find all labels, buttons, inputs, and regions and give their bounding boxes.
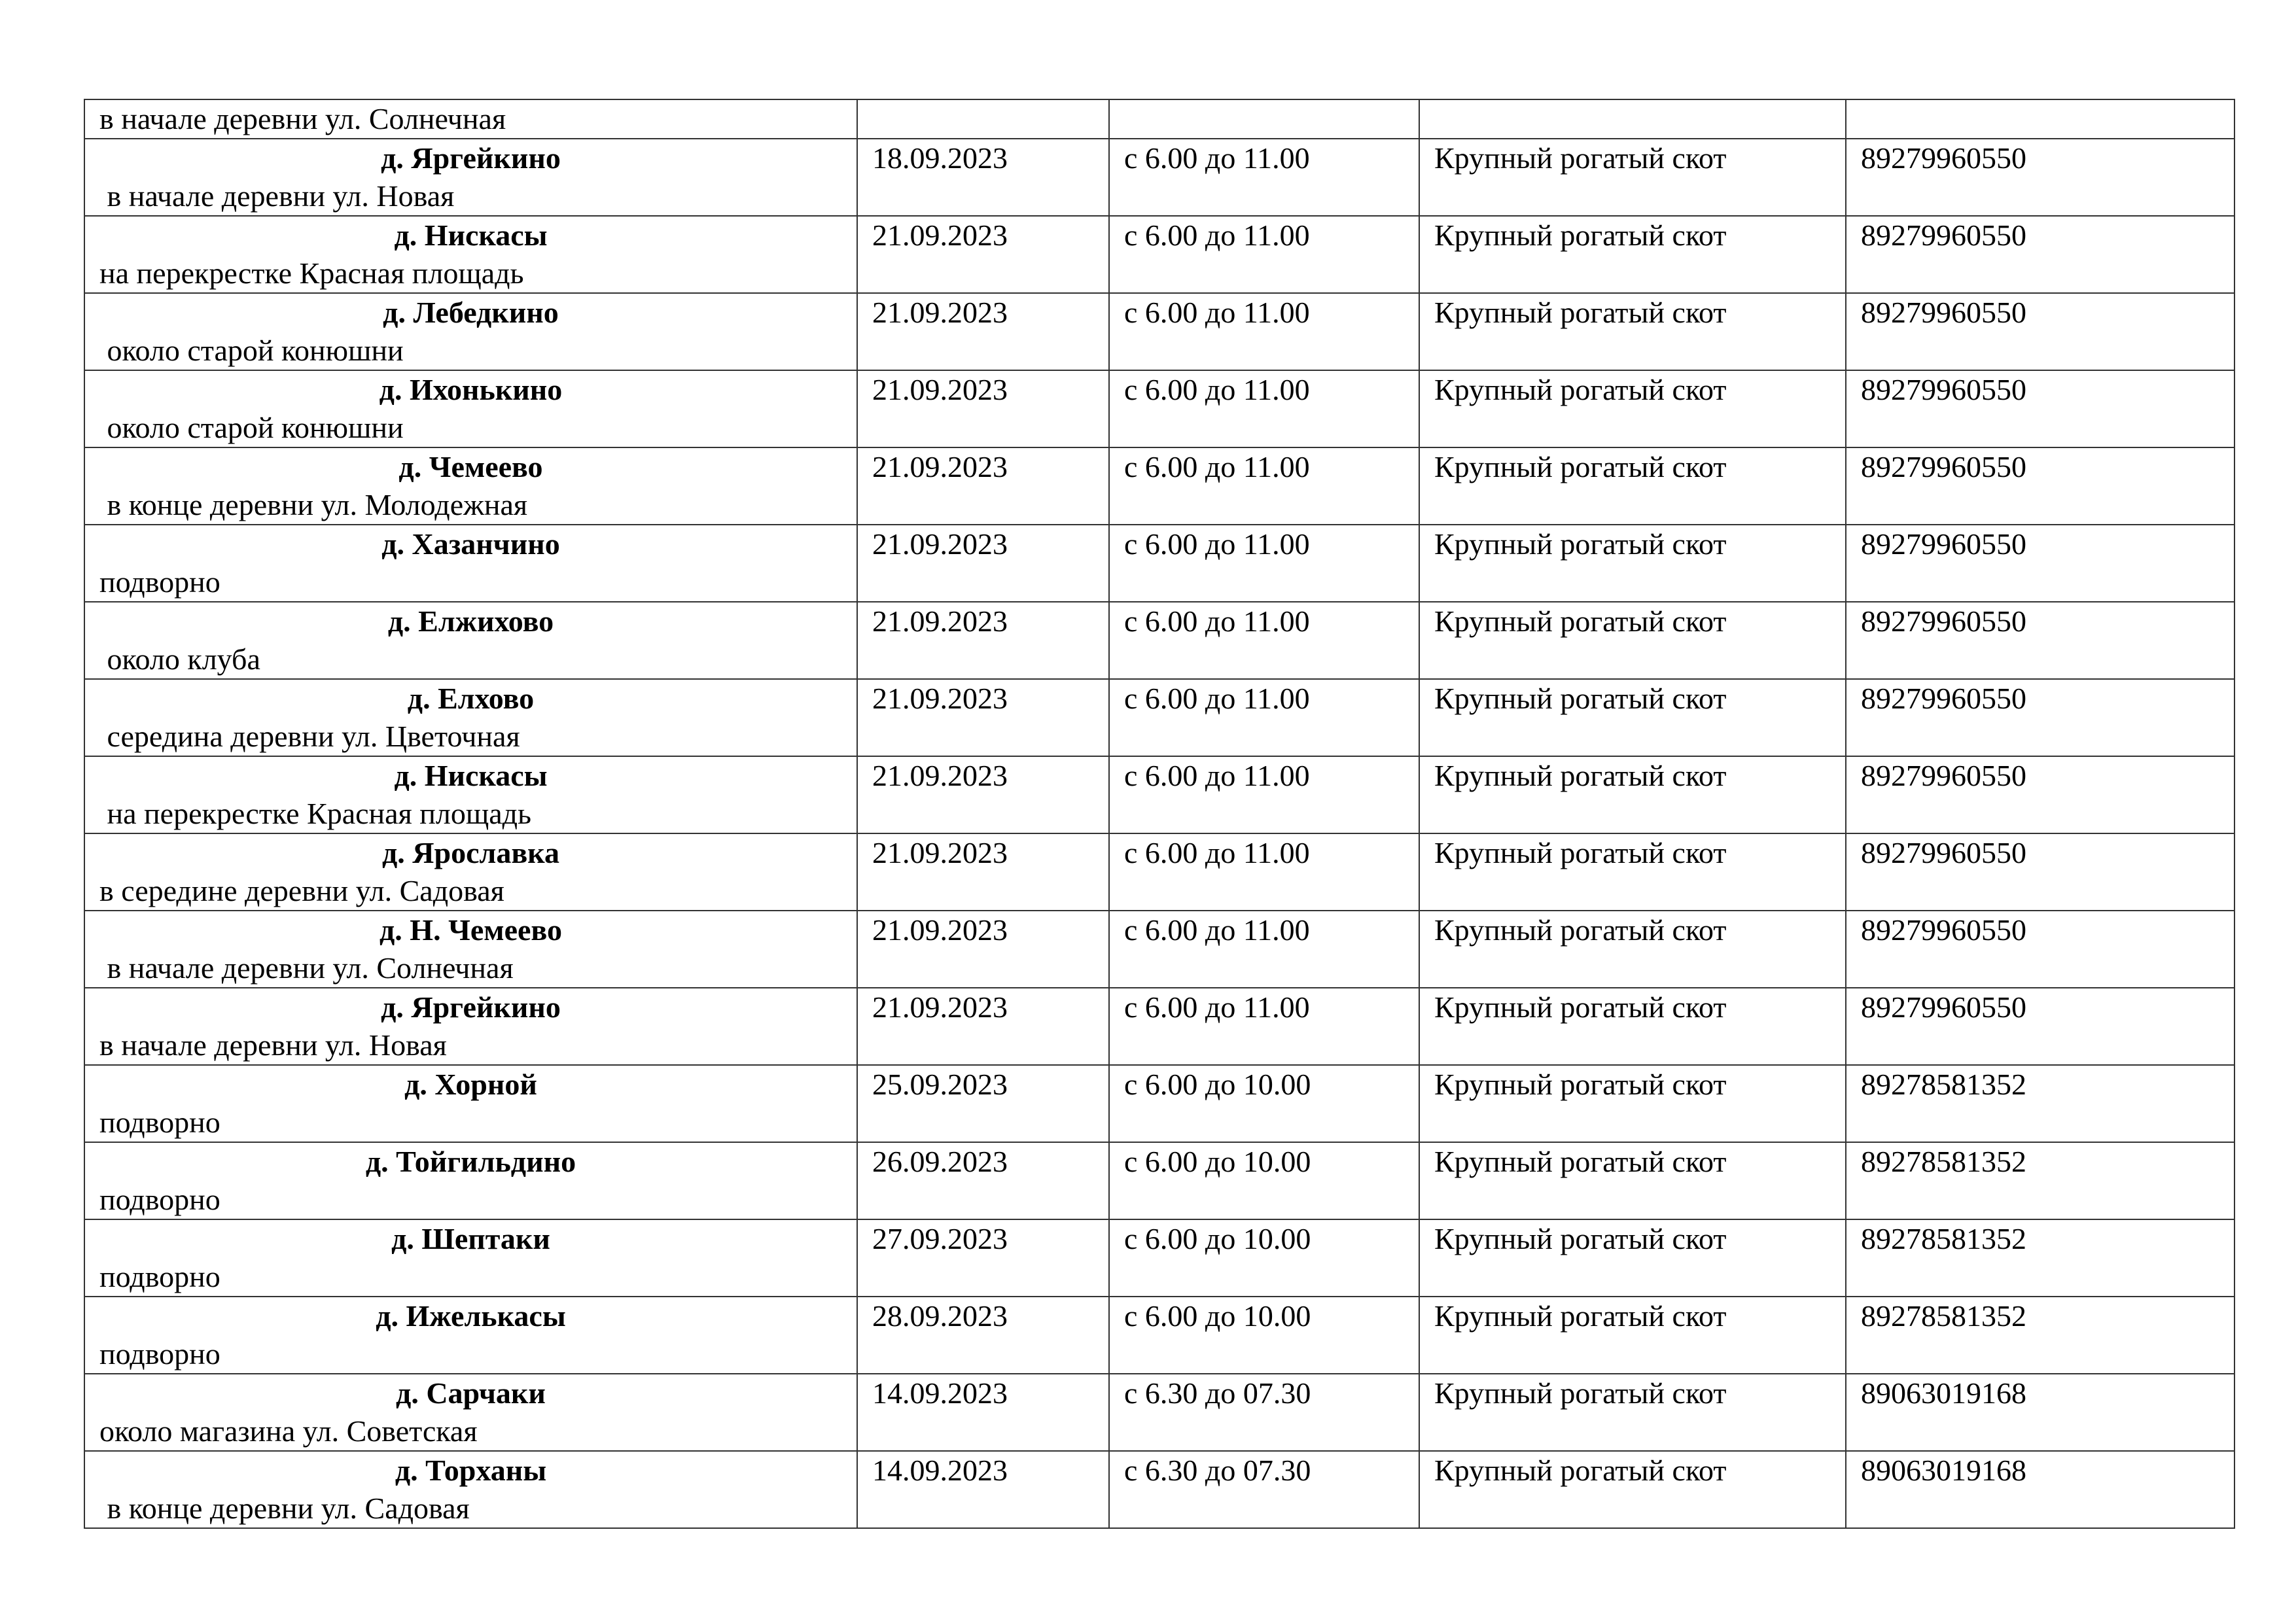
table-row <box>84 139 2234 216</box>
phone-cell: 89279960550 <box>1846 447 2234 525</box>
village-name: д. Нискасы <box>394 218 548 252</box>
animal-cell: Крупный рогатый скот <box>1419 293 1846 370</box>
date-cell: 25.09.2023 <box>857 1065 1109 1142</box>
location-text: подворно <box>99 1106 221 1139</box>
phone-cell: 89279960550 <box>1846 602 2234 679</box>
time-cell: с 6.00 до 11.00 <box>1109 679 1419 756</box>
table-row <box>84 988 2234 1065</box>
phone-cell: 89279960550 <box>1846 833 2234 911</box>
location-cell <box>84 1142 857 1219</box>
table-row <box>84 1374 2234 1451</box>
animal-cell: Крупный рогатый скот <box>1419 216 1846 293</box>
location-cell <box>84 370 857 447</box>
animal-cell: Крупный рогатый скот <box>1419 988 1846 1065</box>
time-cell: с 6.00 до 10.00 <box>1109 1297 1419 1374</box>
animal-cell: Крупный рогатый скот <box>1419 602 1846 679</box>
animal-cell: Крупный рогатый скот <box>1419 1451 1846 1528</box>
phone-cell: 89278581352 <box>1846 1142 2234 1219</box>
location-cell <box>84 1065 857 1142</box>
location-cell <box>84 447 857 525</box>
date-cell: 21.09.2023 <box>857 833 1109 911</box>
location-text: на перекрестке Красная площадь <box>99 797 532 830</box>
table-row <box>84 1451 2234 1528</box>
animal-cell: Крупный рогатый скот <box>1419 1297 1846 1374</box>
village-name: д. Лебедкино <box>383 296 559 329</box>
phone-cell <box>1846 99 2234 139</box>
phone-cell: 89279960550 <box>1846 679 2234 756</box>
village-name: д. Хазанчино <box>381 527 560 561</box>
table-row <box>84 1065 2234 1142</box>
table-row <box>84 602 2234 679</box>
phone-cell: 89278581352 <box>1846 1065 2234 1142</box>
location-text: в начале деревни ул. Солнечная <box>99 102 506 135</box>
location-cell <box>84 216 857 293</box>
animal-cell: Крупный рогатый скот <box>1419 1142 1846 1219</box>
village-name: д. Торханы <box>395 1454 547 1487</box>
time-cell: с 6.30 до 07.30 <box>1109 1451 1419 1528</box>
time-cell: с 6.00 до 11.00 <box>1109 525 1419 602</box>
time-cell: с 6.00 до 11.00 <box>1109 911 1419 988</box>
animal-cell: Крупный рогатый скот <box>1419 833 1846 911</box>
table-row <box>84 679 2234 756</box>
animal-cell: Крупный рогатый скот <box>1419 1065 1846 1142</box>
location-cell <box>84 1451 857 1528</box>
animal-cell: Крупный рогатый скот <box>1419 139 1846 216</box>
village-name: д. Чемеево <box>398 450 543 483</box>
location-text: в середине деревни ул. Садовая <box>99 874 504 907</box>
table-row <box>84 370 2234 447</box>
date-cell: 18.09.2023 <box>857 139 1109 216</box>
location-text: подворно <box>99 1183 221 1216</box>
table-row <box>84 756 2234 833</box>
table-row <box>84 293 2234 370</box>
phone-cell: 89279960550 <box>1846 988 2234 1065</box>
village-name: д. Ярославка <box>382 836 559 869</box>
time-cell: с 6.00 до 11.00 <box>1109 139 1419 216</box>
time-cell: с 6.00 до 11.00 <box>1109 602 1419 679</box>
vaccination-schedule-table <box>84 99 2235 1529</box>
time-cell: с 6.00 до 11.00 <box>1109 216 1419 293</box>
phone-cell: 89063019168 <box>1846 1451 2234 1528</box>
time-cell: с 6.30 до 07.30 <box>1109 1374 1419 1451</box>
village-name: д. Шептаки <box>391 1222 550 1255</box>
animal-cell: Крупный рогатый скот <box>1419 1374 1846 1451</box>
table-row <box>84 833 2234 911</box>
date-cell: 21.09.2023 <box>857 447 1109 525</box>
time-cell: с 6.00 до 10.00 <box>1109 1065 1419 1142</box>
village-name: д. Ижелькасы <box>376 1299 566 1333</box>
location-text: в начале деревни ул. Солнечная <box>99 951 514 985</box>
time-cell: с 6.00 до 11.00 <box>1109 833 1419 911</box>
animal-cell: Крупный рогатый скот <box>1419 1219 1846 1297</box>
location-cell <box>84 602 857 679</box>
phone-cell: 89279960550 <box>1846 139 2234 216</box>
animal-cell: Крупный рогатый скот <box>1419 447 1846 525</box>
location-cell <box>84 833 857 911</box>
time-cell: с 6.00 до 10.00 <box>1109 1142 1419 1219</box>
location-text: в начале деревни ул. Новая <box>99 179 455 213</box>
location-cell <box>84 1374 857 1451</box>
date-cell: 21.09.2023 <box>857 525 1109 602</box>
date-cell: 21.09.2023 <box>857 216 1109 293</box>
animal-cell: Крупный рогатый скот <box>1419 911 1846 988</box>
location-cell <box>84 911 857 988</box>
location-text: середина деревни ул. Цветочная <box>99 720 520 753</box>
date-cell: 14.09.2023 <box>857 1374 1109 1451</box>
location-text: в конце деревни ул. Садовая <box>99 1492 470 1525</box>
location-cell <box>84 679 857 756</box>
table-row <box>84 447 2234 525</box>
date-cell: 14.09.2023 <box>857 1451 1109 1528</box>
village-name: д. Яргейкино <box>381 990 561 1024</box>
date-cell: 21.09.2023 <box>857 679 1109 756</box>
time-cell: с 6.00 до 11.00 <box>1109 293 1419 370</box>
time-cell: с 6.00 до 11.00 <box>1109 370 1419 447</box>
table-row <box>84 525 2234 602</box>
phone-cell: 89279960550 <box>1846 756 2234 833</box>
village-name: д. Елхово <box>407 682 535 715</box>
table-body <box>84 99 2234 1528</box>
phone-cell: 89279960550 <box>1846 525 2234 602</box>
location-text: около старой конюшни <box>99 411 404 444</box>
village-name: д. Елжихово <box>387 604 554 638</box>
location-text: около магазина ул. Советская <box>99 1414 478 1448</box>
phone-cell: 89279960550 <box>1846 216 2234 293</box>
table-row-continuation <box>84 99 2234 139</box>
time-cell <box>1109 99 1419 139</box>
date-cell: 21.09.2023 <box>857 293 1109 370</box>
village-name: д. Тойгильдино <box>365 1145 576 1178</box>
location-text: подворно <box>99 565 221 599</box>
animal-cell: Крупный рогатый скот <box>1419 370 1846 447</box>
table-row <box>84 216 2234 293</box>
phone-cell: 89278581352 <box>1846 1297 2234 1374</box>
location-cell <box>84 988 857 1065</box>
table-row <box>84 1219 2234 1297</box>
phone-cell: 89279960550 <box>1846 370 2234 447</box>
date-cell: 21.09.2023 <box>857 911 1109 988</box>
time-cell: с 6.00 до 11.00 <box>1109 447 1419 525</box>
location-text: подворно <box>99 1260 221 1293</box>
location-text: в начале деревни ул. Новая <box>99 1028 447 1062</box>
table-row <box>84 1297 2234 1374</box>
location-text: подворно <box>99 1337 221 1370</box>
location-cell <box>84 293 857 370</box>
date-cell <box>857 99 1109 139</box>
location-text: на перекрестке Красная площадь <box>99 256 524 290</box>
location-text: в конце деревни ул. Молодежная <box>99 488 528 521</box>
location-cell <box>84 1297 857 1374</box>
phone-cell: 89063019168 <box>1846 1374 2234 1451</box>
date-cell: 26.09.2023 <box>857 1142 1109 1219</box>
animal-cell <box>1419 99 1846 139</box>
location-text: около старой конюшни <box>99 334 404 367</box>
phone-cell: 89279960550 <box>1846 911 2234 988</box>
location-cell <box>84 1219 857 1297</box>
location-cell <box>84 99 857 139</box>
location-text: около клуба <box>99 642 260 676</box>
animal-cell: Крупный рогатый скот <box>1419 525 1846 602</box>
time-cell: с 6.00 до 10.00 <box>1109 1219 1419 1297</box>
date-cell: 21.09.2023 <box>857 988 1109 1065</box>
date-cell: 21.09.2023 <box>857 602 1109 679</box>
animal-cell: Крупный рогатый скот <box>1419 679 1846 756</box>
village-name: д. Сарчаки <box>396 1376 546 1410</box>
village-name: д. Ихонькино <box>379 373 563 406</box>
village-name: д. Яргейкино <box>381 141 561 175</box>
phone-cell: 89279960550 <box>1846 293 2234 370</box>
date-cell: 28.09.2023 <box>857 1297 1109 1374</box>
village-name: д. Нискасы <box>394 759 548 792</box>
date-cell: 27.09.2023 <box>857 1219 1109 1297</box>
time-cell: с 6.00 до 11.00 <box>1109 756 1419 833</box>
time-cell: с 6.00 до 11.00 <box>1109 988 1419 1065</box>
date-cell: 21.09.2023 <box>857 370 1109 447</box>
location-cell <box>84 525 857 602</box>
village-name: д. Н. Чемеево <box>380 913 562 947</box>
date-cell: 21.09.2023 <box>857 756 1109 833</box>
village-name: д. Хорной <box>404 1068 537 1101</box>
table-row <box>84 1142 2234 1219</box>
location-cell <box>84 139 857 216</box>
phone-cell: 89278581352 <box>1846 1219 2234 1297</box>
location-cell <box>84 756 857 833</box>
animal-cell: Крупный рогатый скот <box>1419 756 1846 833</box>
table-row <box>84 911 2234 988</box>
